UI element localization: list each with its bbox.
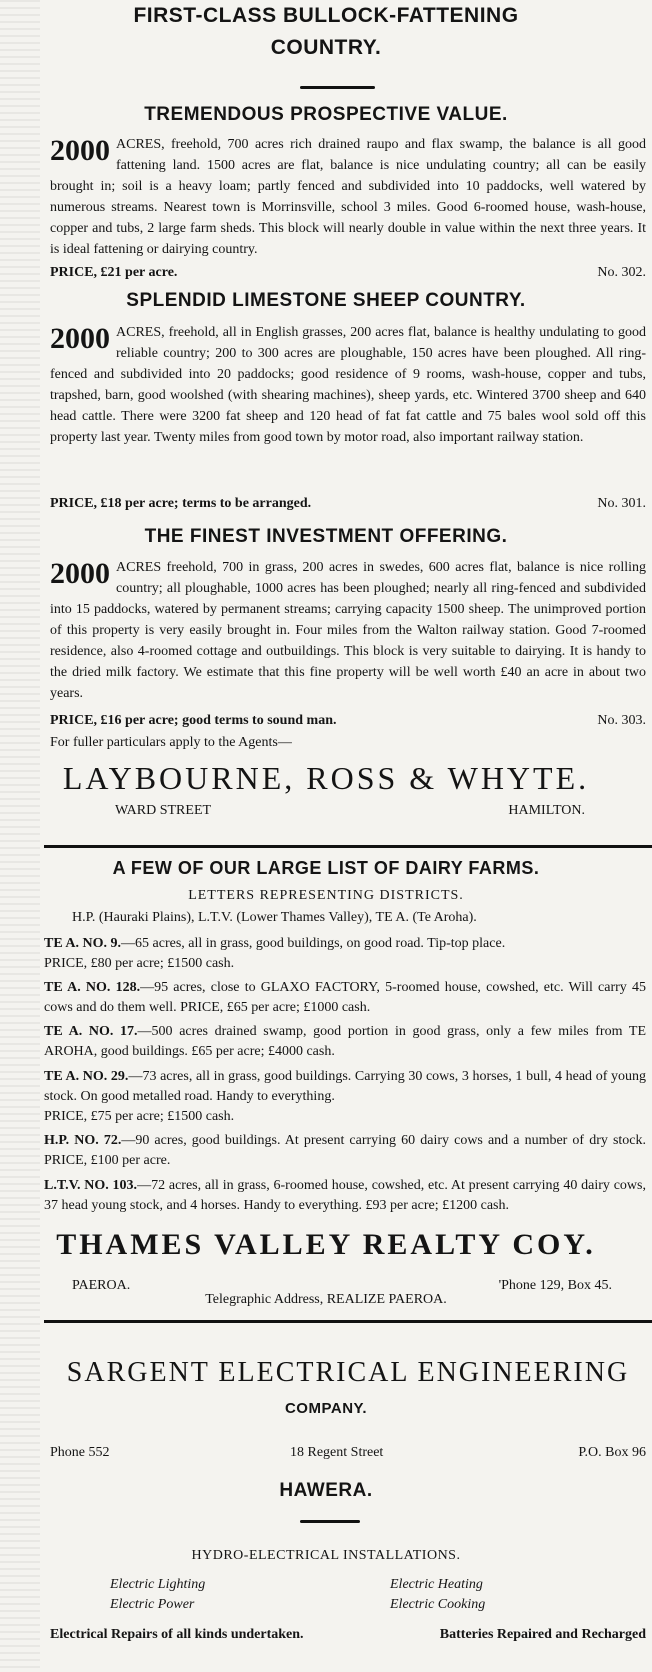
electrical-box: P.O. Box 96 — [578, 1445, 646, 1460]
ad3-body — [50, 557, 646, 704]
ad3-ref: No. 303. — [597, 713, 646, 728]
service-item: Electric Heating — [390, 1577, 483, 1592]
electrical-footer-left: Electrical Repairs of all kinds undertaken. — [50, 1627, 304, 1642]
electrical-street: 18 Regent Street — [290, 1445, 384, 1460]
electrical-name: SARGENT ELECTRICAL ENGINEERING — [66, 1357, 630, 1388]
section-divider — [44, 845, 652, 848]
page-edge-texture — [0, 0, 40, 1672]
agent1-street: WARD STREET — [115, 803, 212, 818]
ad2-title: SPLENDID LIMESTONE SHEEP COUNTRY. — [126, 290, 526, 311]
ad3-title: THE FINEST INVESTMENT OFFERING. — [144, 526, 508, 547]
agent1-name: LAYBOURNE, ROSS & WHYTE. — [62, 760, 590, 796]
electrical-col1 — [110, 1575, 205, 1615]
listing-label: L.T.V. NO. 103. — [44, 1178, 138, 1193]
electrical-col2 — [390, 1575, 485, 1615]
ad1-body-text: ACRES, freehold, 700 acres rich drained raupo and flax swamp, the balance is all good fattening land. 1500 acres are flat, balance is nice undulating country; all can be easily brought in; soil is a heavy loam; partly fenced and subdivided into 10 paddocks, well watered by numerous streams. Nearest town is Morrinsville, school 3 miles. Good 6-roomed house, wash-house, copper and tubs, 2 large farm sheds. This block will nearly double in value within the next three years. It is ideal fattening or dairying country. — [50, 137, 646, 257]
electrical-heading: HYDRO-ELECTRICAL INSTALLATIONS. — [191, 1548, 461, 1563]
service-item: Electric Cooking — [390, 1597, 486, 1612]
agent2-telegraphic: Telegraphic Address, REALIZE PAEROA. — [205, 1292, 447, 1307]
listing-price: PRICE, £80 per acre; £1500 cash. — [44, 956, 235, 971]
ad2-ref: No. 301. — [597, 496, 646, 511]
listing-te-a-29 — [44, 1067, 646, 1127]
ad1-big-number: 2000 — [50, 134, 110, 167]
ad1-ref: No. 302. — [597, 265, 646, 280]
ad1-title-line1: FIRST-CLASS BULLOCK-FATTENING — [133, 4, 519, 27]
ad1-subtitle: TREMENDOUS PROSPECTIVE VALUE. — [144, 104, 508, 125]
ad2-big-number: 2000 — [50, 322, 110, 355]
listing-label: H.P. NO. 72. — [44, 1133, 122, 1148]
ad3-big-number: 2000 — [50, 557, 110, 590]
listing-label: TE A. NO. 29. — [44, 1069, 129, 1084]
service-item: Electric Lighting — [110, 1577, 206, 1592]
ad1-body — [50, 134, 646, 260]
listing-te-a-17 — [44, 1022, 646, 1062]
dairy-key: H.P. (Hauraki Plains), L.T.V. (Lower Thames Valley), TE A. (Te Aroha). — [72, 910, 477, 925]
listing-te-a-128 — [44, 978, 646, 1018]
section-divider — [44, 1320, 652, 1323]
listing-label: TE A. NO. 128. — [44, 980, 141, 995]
agent2-phone: 'Phone 129, Box 45. — [498, 1278, 612, 1293]
ad2-price: PRICE, £18 per acre; terms to be arranged. — [50, 496, 312, 511]
listing-text: —65 acres, all in grass, good buildings, on good road. Tip-top place. — [121, 936, 506, 951]
service-item: Electric Power — [110, 1597, 195, 1612]
ad3-body-text: ACRES freehold, 700 in grass, 200 acres in swedes, 600 acres flat, balance is nice rolling country; all ploughable, 1000 acres has been ploughed; nearly all ring-fenced and subdivided into 15 paddocks, watered by permanent streams; carrying capacity 1500 sheep. The unimproved portion of this property is very easily brought in. Four miles from the Walton railway station. Good 7-roomed residence, also 4-roomed cottage and outbuildings. This block is very suitable to dairying. It is handy to the dried milk factory. We estimate that this fine property will be well worth £40 an acre in about two years. — [50, 560, 646, 701]
ornament-rule — [300, 86, 375, 89]
ad2-body — [50, 322, 646, 448]
ad3-price: PRICE, £16 per acre; good terms to sound man. — [50, 713, 337, 728]
agent1-town: HAMILTON. — [508, 803, 585, 818]
ad2-body-text: ACRES, freehold, all in English grasses, 200 acres flat, balance is healthy undulating to good reliable country; 200 to 300 acres are ploughable, 150 acres have been ploughed. All ring-fenced and subdivided into 20 paddocks; good residence of 9 rooms, wash-house, copper and tubs, trapshed, barn, good woolshed (with shearing machines), sheep yards, etc. Wintered 3700 sheep and 640 head cattle. There were 3200 fat sheep and 120 head of fat fat cattle and 75 bales wool sold off this property last year. Twenty miles from good town by motor road, also important railway station. — [50, 325, 646, 445]
ad1-title-line2: COUNTRY. — [270, 36, 382, 59]
electrical-town: HAWERA. — [279, 1480, 373, 1501]
listing-label: TE A. NO. 9. — [44, 936, 122, 951]
electrical-footer-right: Batteries Repaired and Recharged — [439, 1627, 646, 1642]
listing-price: PRICE, £75 per acre; £1500 cash. — [44, 1109, 235, 1124]
listing-text: —73 acres, all in grass, good buildings. Carrying 30 cows, 3 horses, 1 bull, 4 head of young stock. On good metalled road. Handy to everything. — [44, 1069, 646, 1104]
ad3-footer: For fuller particulars apply to the Agents— — [50, 735, 292, 750]
listing-text: —500 acres drained swamp, good portion in good grass, only a few miles from TE AROHA, good buildings. £65 per acre; £4000 cash. — [44, 1024, 646, 1059]
listing-text: —72 acres, all in grass, 6-roomed house, cowshed, etc. At present carrying 40 dairy cows, 37 head young stock, and 4 horses. Handy to everything. £93 per acre; £1200 cash. — [44, 1178, 646, 1213]
electrical-company: COMPANY. — [284, 1400, 368, 1417]
listing-label: TE A. NO. 17. — [44, 1024, 138, 1039]
listing-text: —95 acres, close to GLAXO FACTORY, 5-roomed house, cowshed, etc. Will carry 45 cows and do them well. PRICE, £65 per acre; £1000 cash. — [44, 980, 646, 1015]
listing-ltv-103 — [44, 1176, 646, 1216]
listing-hp-72 — [44, 1131, 646, 1171]
dairy-title: A FEW OF OUR LARGE LIST OF DAIRY FARMS. — [112, 858, 540, 878]
agent2-name: THAMES VALLEY REALTY COY. — [56, 1228, 596, 1261]
dairy-subtitle: LETTERS REPRESENTING DISTRICTS. — [188, 888, 464, 903]
listing-text: —90 acres, good buildings. At present carrying 60 dairy cows and a number of dry stock. PRICE, £100 per acre. — [44, 1133, 646, 1168]
listing-te-a-9 — [44, 934, 646, 974]
ornament-rule — [300, 1520, 360, 1523]
electrical-phone: Phone 552 — [50, 1445, 110, 1460]
agent2-town: PAEROA. — [72, 1278, 131, 1293]
ad1-price: PRICE, £21 per acre. — [50, 265, 178, 280]
